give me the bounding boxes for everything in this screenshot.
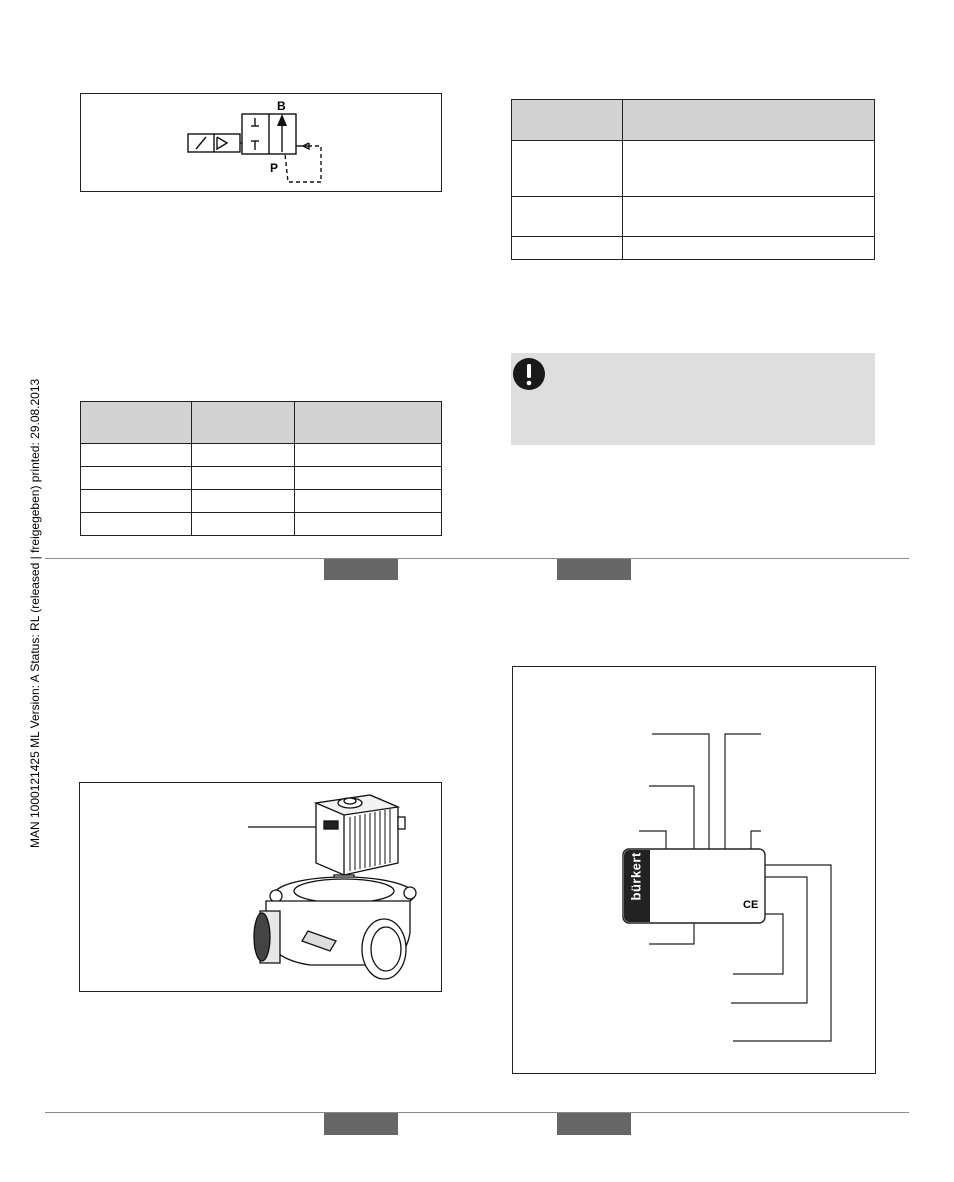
- table-cell: [512, 141, 623, 197]
- table-cell: [623, 141, 875, 197]
- valve-symbol-frame: [80, 93, 442, 192]
- table-header-cell: [512, 100, 623, 141]
- table-cell: [192, 490, 295, 513]
- table-row: [81, 467, 442, 490]
- table-header-cell: [623, 100, 875, 141]
- document-status-sidebar: MAN 1000121425 ML Version: A Status: RL (released | freigegeben) printed: 29.08.2013: [28, 378, 42, 848]
- nameplate-diagram-frame: [512, 666, 876, 1074]
- table-cell: [295, 467, 442, 490]
- warning-note: [511, 353, 875, 445]
- table-row: [512, 197, 875, 237]
- table-header-row: [81, 402, 442, 444]
- top-right-table: [511, 99, 875, 260]
- table-cell: [81, 513, 192, 536]
- table-cell: [623, 237, 875, 260]
- brand-logo-text: bürkert: [628, 852, 644, 901]
- nameplate-leader-lines: [513, 667, 875, 1073]
- table-cell: [623, 197, 875, 237]
- table-cell: [192, 467, 295, 490]
- port-p-label: P: [270, 161, 279, 175]
- table-row: [512, 141, 875, 197]
- table-cell: [295, 513, 442, 536]
- page-tab-left: [324, 559, 398, 580]
- table-cell: [512, 197, 623, 237]
- table-cell: [81, 444, 192, 467]
- table-header-cell: [295, 402, 442, 444]
- valve-illustration-frame: [79, 782, 442, 992]
- section-divider: [45, 1112, 909, 1113]
- port-b-label: B: [277, 99, 286, 113]
- table-cell: [512, 237, 623, 260]
- table-cell: [81, 467, 192, 490]
- valve-symbol-diagram: [81, 94, 441, 191]
- table-row: [81, 444, 442, 467]
- page-tab-left: [324, 1113, 398, 1135]
- table-cell: [192, 444, 295, 467]
- table-header-cell: [81, 402, 192, 444]
- exclamation-icon: [512, 357, 546, 391]
- table-cell: [81, 490, 192, 513]
- table-cell: [295, 444, 442, 467]
- ce-mark: CE: [743, 899, 759, 911]
- page-tab-right: [557, 1113, 631, 1135]
- page-tab-right: [557, 559, 631, 580]
- table-header-row: [512, 100, 875, 141]
- table-row: [512, 237, 875, 260]
- solenoid-valve-illustration: [80, 783, 441, 991]
- table-row: [81, 490, 442, 513]
- table-header-cell: [192, 402, 295, 444]
- left-table: [80, 401, 442, 536]
- table-cell: [192, 513, 295, 536]
- table-cell: [295, 490, 442, 513]
- table-row: [81, 513, 442, 536]
- section-divider: [45, 558, 909, 559]
